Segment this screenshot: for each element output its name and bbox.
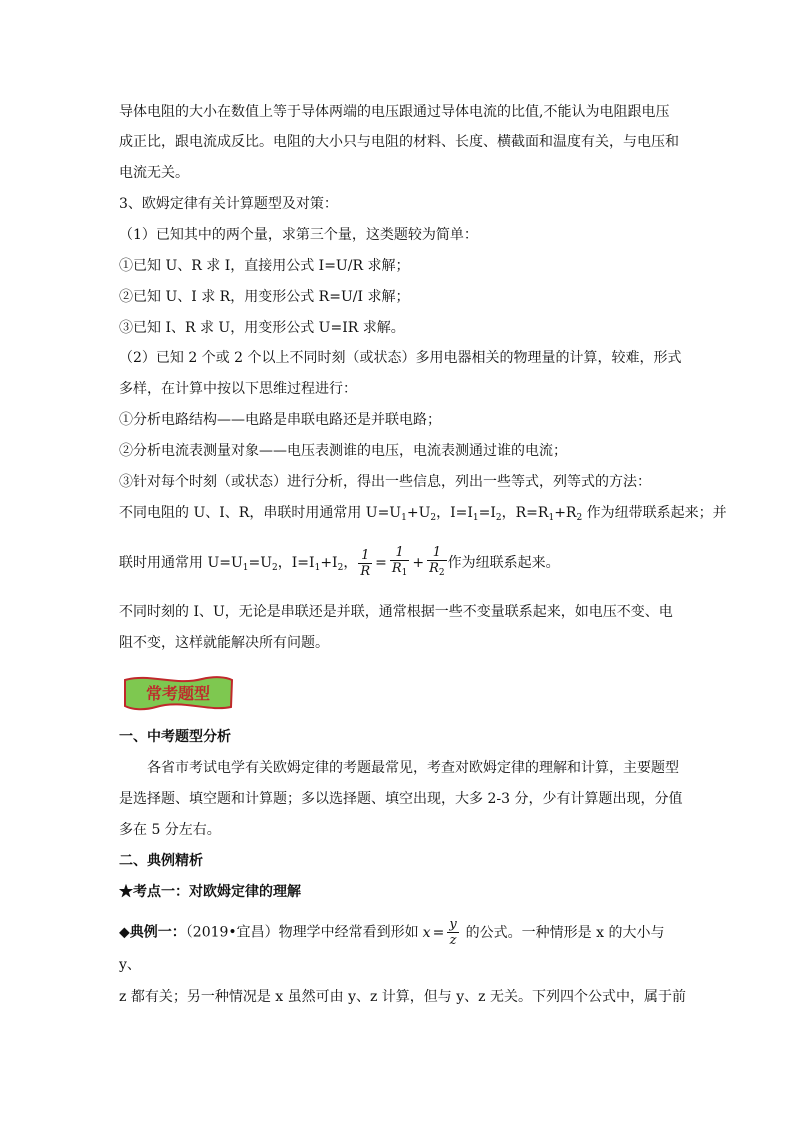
equals-sign: = [375, 555, 387, 571]
section-heading-analysis: 一、中考题型分析 [119, 729, 231, 745]
paragraph-line: ②已知 U、I 求 R，用变形公式 R=U/I 求解； [119, 289, 410, 305]
fraction-denominator: R [360, 563, 371, 579]
denominator-symbol: R [391, 561, 402, 576]
kaodian-heading: ★考点一：对欧姆定律的理解 [119, 884, 301, 900]
subscript: 1 [401, 568, 408, 578]
subscript: 2 [337, 563, 344, 573]
text-segment: 不同电阻的 U、I、R，串联时用通常用 U=U [119, 505, 402, 521]
text-segment: ， [343, 555, 358, 571]
fraction-denominator: z [447, 932, 458, 948]
formula-variable: x [422, 924, 431, 941]
text-segment: 的公式。一种情形是 x 的大小与 [465, 924, 665, 941]
section-title-3: 3、欧姆定律有关计算题型及对策： [119, 196, 338, 212]
paragraph-line: y、 [119, 957, 141, 973]
subscript: 2 [438, 568, 445, 578]
subscript: 1 [242, 563, 249, 573]
fraction-1-over-r [358, 548, 372, 579]
frequent-question-type-banner [120, 672, 236, 714]
text-segment: （2019•宜昌）物理学中经常看到形如 [185, 924, 419, 941]
paragraph-line: ①分析电路结构——电路是串联电路还是并联电路； [119, 412, 441, 428]
paragraph-line: 成正比，跟电流成反比。电阻的大小只与电阻的材料、长度、横截面和温度有关，与电压和 [119, 134, 679, 150]
parallel-formula-line [119, 545, 560, 581]
text-segment: +U [406, 505, 431, 521]
example-label: ◆典例一： [119, 924, 186, 941]
text-segment: =U [248, 555, 273, 571]
subscript: 2 [495, 513, 502, 523]
denominator-symbol: R [429, 561, 439, 576]
fraction-1-over-r1 [390, 545, 410, 581]
equals-sign: = [432, 924, 445, 941]
paragraph-line: ③针对每个时刻（或状态）进行分析，得出一些信息，列出一些等式，列等式的方法： [119, 474, 651, 490]
text-segment: +I [320, 555, 338, 571]
paragraph-line: 多在 5 分左右。 [119, 822, 221, 838]
text-segment: ，I=I [436, 505, 473, 521]
paragraph-line: 不同时刻的 I、U，无论是串联还是并联，通常根据一些不变量联系起来，如电压不变、电 [119, 604, 673, 620]
text-segment: ，R=R [501, 505, 549, 521]
paragraph-line: 阻不变，这样就能解决所有问题。 [119, 635, 329, 651]
fraction-y-over-z [447, 917, 458, 948]
paragraph-line: （1）已知其中的两个量，求第三个量，这类题较为简单： [119, 227, 478, 243]
fraction-numerator: 1 [395, 545, 404, 560]
text-segment: =I [478, 505, 496, 521]
series-formula-line [119, 503, 727, 528]
section-heading-examples: 二、典例精析 [119, 853, 203, 869]
paragraph-line: ②分析电流表测量对象——电压表测谁的电压，电流表测通过谁的电流； [119, 443, 567, 459]
banner-label: 常考题型 [145, 684, 211, 703]
fraction-denominator [390, 560, 410, 581]
subscript: 1 [401, 513, 407, 523]
paragraph-line: z 都有关；另一种情况是 x 虽然可由 y、z 计算，但与 y、z 无关。下列四个公式中，属于前 [119, 989, 686, 1005]
text-segment: ，I=I [277, 555, 315, 571]
subscript: 1 [472, 513, 479, 523]
paragraph-line: ①已知 U、R 求 I，直接用公式 I=U/R 求解； [119, 258, 410, 274]
fraction-denominator [427, 560, 447, 581]
subscript: 1 [314, 563, 321, 573]
text-segment: 作为纽联系起来。 [447, 555, 560, 571]
fraction-numerator: 1 [361, 547, 370, 563]
paragraph-line: ③已知 I、R 求 U，用变形公式 U=IR 求解。 [119, 320, 405, 336]
subscript: 2 [576, 513, 583, 523]
text-segment: 作为纽带联系起来；并 [582, 505, 727, 521]
paragraph-line: 电流无关。 [119, 165, 189, 181]
paragraph-line: 多样，在计算中按以下思维过程进行： [119, 381, 357, 397]
fraction-numerator: 1 [432, 545, 442, 560]
paragraph-line: 各省市考试电学有关欧姆定律的考题最常见，考查对欧姆定律的理解和计算，主要题型 [147, 760, 679, 776]
paragraph-line: 导体电阻的大小在数值上等于导体两端的电压跟通过导体电流的比值,不能认为电阻跟电压 [119, 104, 670, 120]
fraction-numerator: y [449, 917, 457, 932]
text-segment: 联时用通常用 U=U [119, 555, 243, 571]
paragraph-line: （2）已知 2 个或 2 个以上不同时刻（或状态）多用电器相关的物理量的计算，较难，形式 [119, 350, 682, 366]
plus-sign: + [412, 555, 425, 571]
text-segment: +R [554, 505, 577, 521]
subscript: 1 [548, 513, 555, 523]
paragraph-line: 是选择题、填空题和计算题；多以选择题、填空出现，大多 2-3 分，少有计算题出现，分值 [119, 791, 683, 807]
subscript: 2 [272, 563, 278, 573]
fraction-1-over-r2 [427, 545, 447, 581]
example-one-line [119, 917, 664, 948]
subscript: 2 [430, 513, 437, 523]
